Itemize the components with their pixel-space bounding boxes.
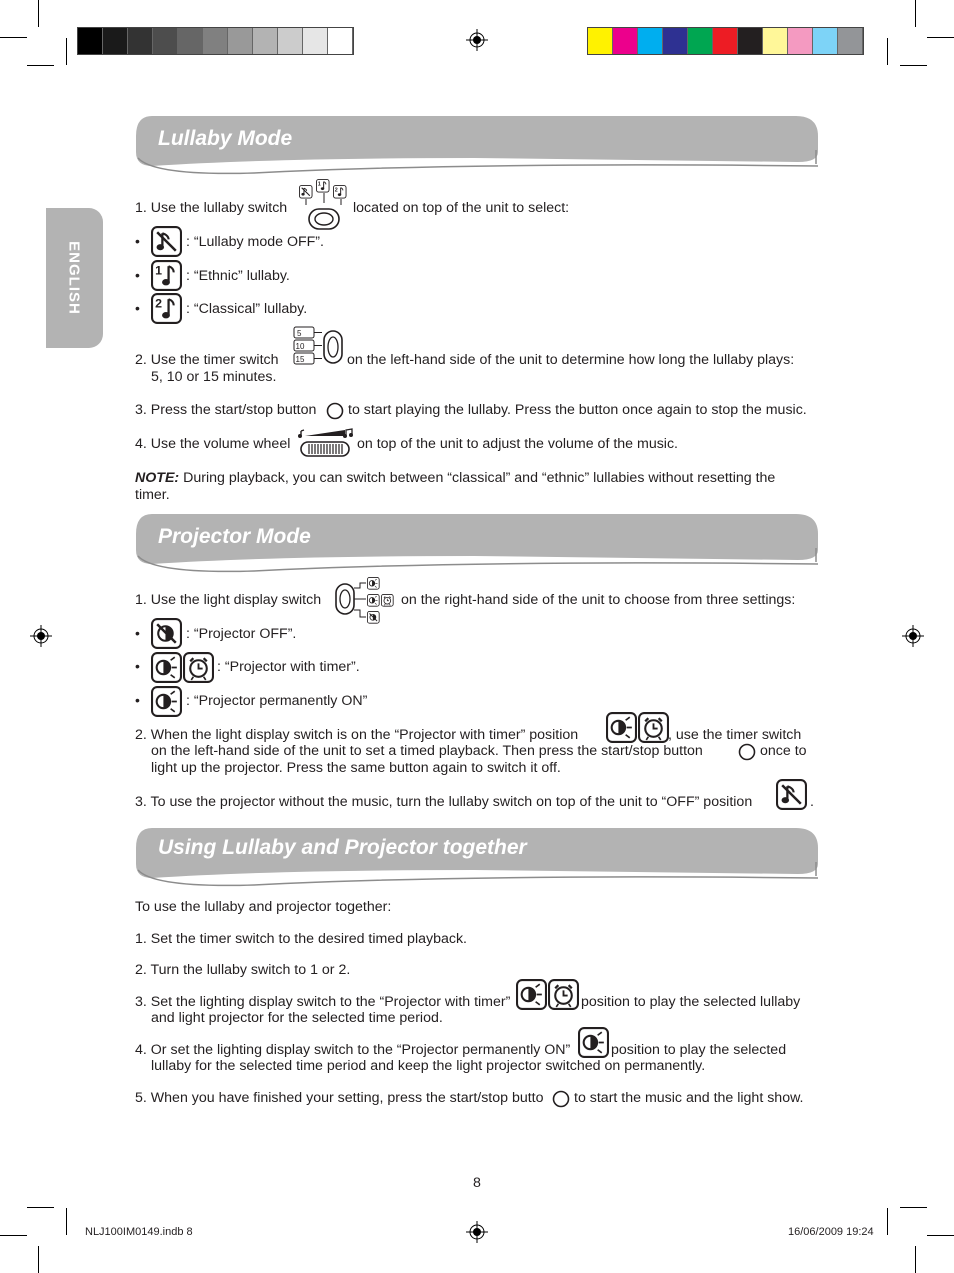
- color-swatch: [638, 28, 663, 54]
- color-swatch: [788, 28, 813, 54]
- crop-mark: [915, 0, 916, 27]
- registration-mark-icon: [30, 625, 52, 647]
- color-swatch: [713, 28, 738, 54]
- light-display-switch-icon: [334, 576, 400, 626]
- projector-off-icon: [151, 618, 182, 649]
- projector-icon: [606, 712, 637, 743]
- projector-option-off: : “Projector OFF”.: [186, 626, 297, 642]
- projector-step-3-end: .: [810, 794, 814, 810]
- color-swatch: [688, 28, 713, 54]
- lullaby-step-3: 3. Press the start/stop button: [135, 402, 317, 418]
- gray-swatch: [153, 28, 178, 54]
- crop-mark: [927, 1235, 954, 1236]
- timer-label-5: 5: [297, 329, 302, 338]
- section-title-projector: Projector Mode: [158, 525, 311, 548]
- lullaby-step-4: 4. Use the volume wheel: [135, 436, 291, 452]
- registration-mark-icon: [902, 625, 924, 647]
- lullaby-option-ethnic: : “Ethnic” lullaby.: [186, 268, 290, 284]
- lullaby-step-2-cont: on the left-hand side of the unit to determine how long the lullaby plays:: [347, 352, 795, 368]
- lullaby-option-classical: : “Classical” lullaby.: [186, 301, 308, 317]
- projector-option-timer: : “Projector with timer”.: [217, 659, 360, 675]
- registration-mark-icon: [466, 29, 488, 51]
- lullaby-off-icon: [151, 226, 182, 257]
- color-swatch: [613, 28, 638, 54]
- footer-file-name: NLJ100IM0149.indb 8: [85, 1226, 193, 1238]
- lullaby-step-4-cont: on top of the unit to adjust the volume of the music.: [357, 436, 678, 452]
- timer-clock-icon: [183, 652, 214, 683]
- projector-step-1-cont: on the right-hand side of the unit to choose from three settings:: [401, 592, 796, 608]
- crop-mark: [66, 1208, 67, 1235]
- section-title-lullaby: Lullaby Mode: [158, 127, 293, 150]
- ethnic-lullaby-icon: [151, 260, 182, 291]
- timer-switch-icon: [292, 325, 346, 369]
- projector-step-2-line2: on the left-hand side of the unit to set a timed playback. Then press the start/stop button: [151, 743, 703, 759]
- classical-lullaby-icon: [151, 293, 182, 324]
- bullet: •: [135, 692, 140, 708]
- gray-swatch: [303, 28, 328, 54]
- crop-mark: [66, 38, 67, 65]
- crop-mark: [27, 65, 54, 66]
- color-swatch: [813, 28, 838, 54]
- crop-mark: [27, 1207, 54, 1208]
- lullaby-step-2: 2. Use the timer switch: [135, 352, 279, 368]
- crop-mark: [0, 37, 27, 38]
- projector-step-2-line3: light up the projector. Press the same button again to switch it off.: [151, 760, 561, 776]
- page-number: 8: [473, 1175, 481, 1191]
- registration-mark-icon: [466, 1221, 488, 1243]
- lullaby-step-1-cont: located on top of the unit to select:: [353, 200, 570, 216]
- color-swatch: [738, 28, 763, 54]
- together-step-4: 4. Or set the lighting display switch to the “Projector permanently ON”: [135, 1042, 571, 1058]
- crop-mark: [887, 38, 888, 65]
- together-step-4-cont: position to play the selected: [611, 1042, 787, 1058]
- bullet: •: [135, 300, 140, 316]
- projector-step-2: 2. When the light display switch is on the “Projector with timer” position: [135, 727, 579, 743]
- gray-swatch: [103, 28, 128, 54]
- together-step-1: 1. Set the timer switch to the desired timed playback.: [135, 931, 467, 947]
- lullaby-option-off: : “Lullaby mode OFF”.: [186, 234, 324, 250]
- projector-icon: [151, 686, 182, 717]
- bullet: •: [135, 267, 140, 283]
- crop-mark: [927, 37, 954, 38]
- together-step-4-line2: lullaby for the selected time period and keep the light projector switched on permanently.: [151, 1058, 706, 1074]
- lullaby-switch-icon: [298, 179, 350, 231]
- together-step-3: 3. Set the lighting display switch to the “Projector with timer”: [135, 994, 511, 1010]
- gray-swatch: [328, 28, 353, 54]
- crop-mark: [900, 1207, 927, 1208]
- gray-swatch: [203, 28, 228, 54]
- crop-mark: [887, 1208, 888, 1235]
- crop-mark: [38, 0, 39, 27]
- projector-step-2-line2-cont: once to: [760, 743, 807, 759]
- crop-mark: [0, 1235, 27, 1236]
- timer-clock-icon: [548, 979, 579, 1010]
- gray-color-bar: [77, 27, 354, 55]
- together-step-3-cont: position to play the selected lullaby: [581, 994, 801, 1010]
- color-swatch: [663, 28, 688, 54]
- together-step-5-cont: to start the music and the light show.: [574, 1090, 804, 1106]
- together-intro: To use the lullaby and projector together:: [135, 899, 392, 915]
- gray-swatch: [278, 28, 303, 54]
- note-label: NOTE:: [135, 470, 180, 486]
- gray-swatch: [228, 28, 253, 54]
- projector-step-1: 1. Use the light display switch: [135, 592, 322, 608]
- note-text: During playback, you can switch between “classical” and “ethnic” lullabies without resetting the: [183, 470, 776, 486]
- color-swatch: [838, 28, 863, 54]
- gray-swatch: [78, 28, 103, 54]
- together-step-3-line2: and light projector for the selected time period.: [151, 1010, 443, 1026]
- projector-icon: [151, 652, 182, 683]
- section-title-together: Using Lullaby and Projector together: [158, 836, 527, 859]
- lullaby-step-3-cont: to start playing the lullaby. Press the button once again to stop the music.: [348, 402, 807, 418]
- projector-option-on: : “Projector permanently ON”: [186, 693, 368, 709]
- projector-icon: [578, 1027, 609, 1058]
- crop-mark: [38, 1246, 39, 1273]
- color-swatch: [763, 28, 788, 54]
- timer-clock-icon: [638, 712, 669, 743]
- volume-wheel-icon: [297, 427, 357, 459]
- language-tab: [46, 208, 103, 348]
- together-step-2: 2. Turn the lullaby switch to 1 or 2.: [135, 962, 351, 978]
- gray-swatch: [178, 28, 203, 54]
- start-stop-button-icon: [326, 402, 344, 420]
- bullet: •: [135, 658, 140, 674]
- together-step-5: 5. When you have finished your setting, press the start/stop butto: [135, 1090, 544, 1106]
- lullaby-note-line2: timer.: [135, 487, 170, 503]
- crop-mark: [900, 65, 927, 66]
- bullet: •: [135, 625, 140, 641]
- gray-swatch: [128, 28, 153, 54]
- crop-mark: [915, 1246, 916, 1273]
- start-stop-button-icon: [552, 1090, 570, 1108]
- language-label: ENGLISH: [65, 241, 83, 315]
- footer-timestamp: 16/06/2009 19:24: [788, 1226, 874, 1238]
- lullaby-note: [135, 470, 775, 487]
- color-bar: [587, 27, 864, 55]
- projector-icon: [516, 979, 547, 1010]
- projector-step-3: 3. To use the projector without the music, turn the lullaby switch on top of the unit to “OFF” position: [135, 794, 753, 810]
- timer-label-15: 15: [295, 355, 305, 364]
- gray-swatch: [253, 28, 278, 54]
- color-swatch: [588, 28, 613, 54]
- lullaby-step-2-line2: 5, 10 or 15 minutes.: [151, 369, 277, 385]
- timer-label-10: 10: [295, 342, 305, 351]
- projector-step-2-cont: , use the timer switch: [668, 727, 802, 743]
- lullaby-step-1: 1. Use the lullaby switch: [135, 200, 288, 216]
- lullaby-off-icon: [776, 779, 807, 810]
- bullet: •: [135, 233, 140, 249]
- start-stop-button-icon: [738, 743, 756, 761]
